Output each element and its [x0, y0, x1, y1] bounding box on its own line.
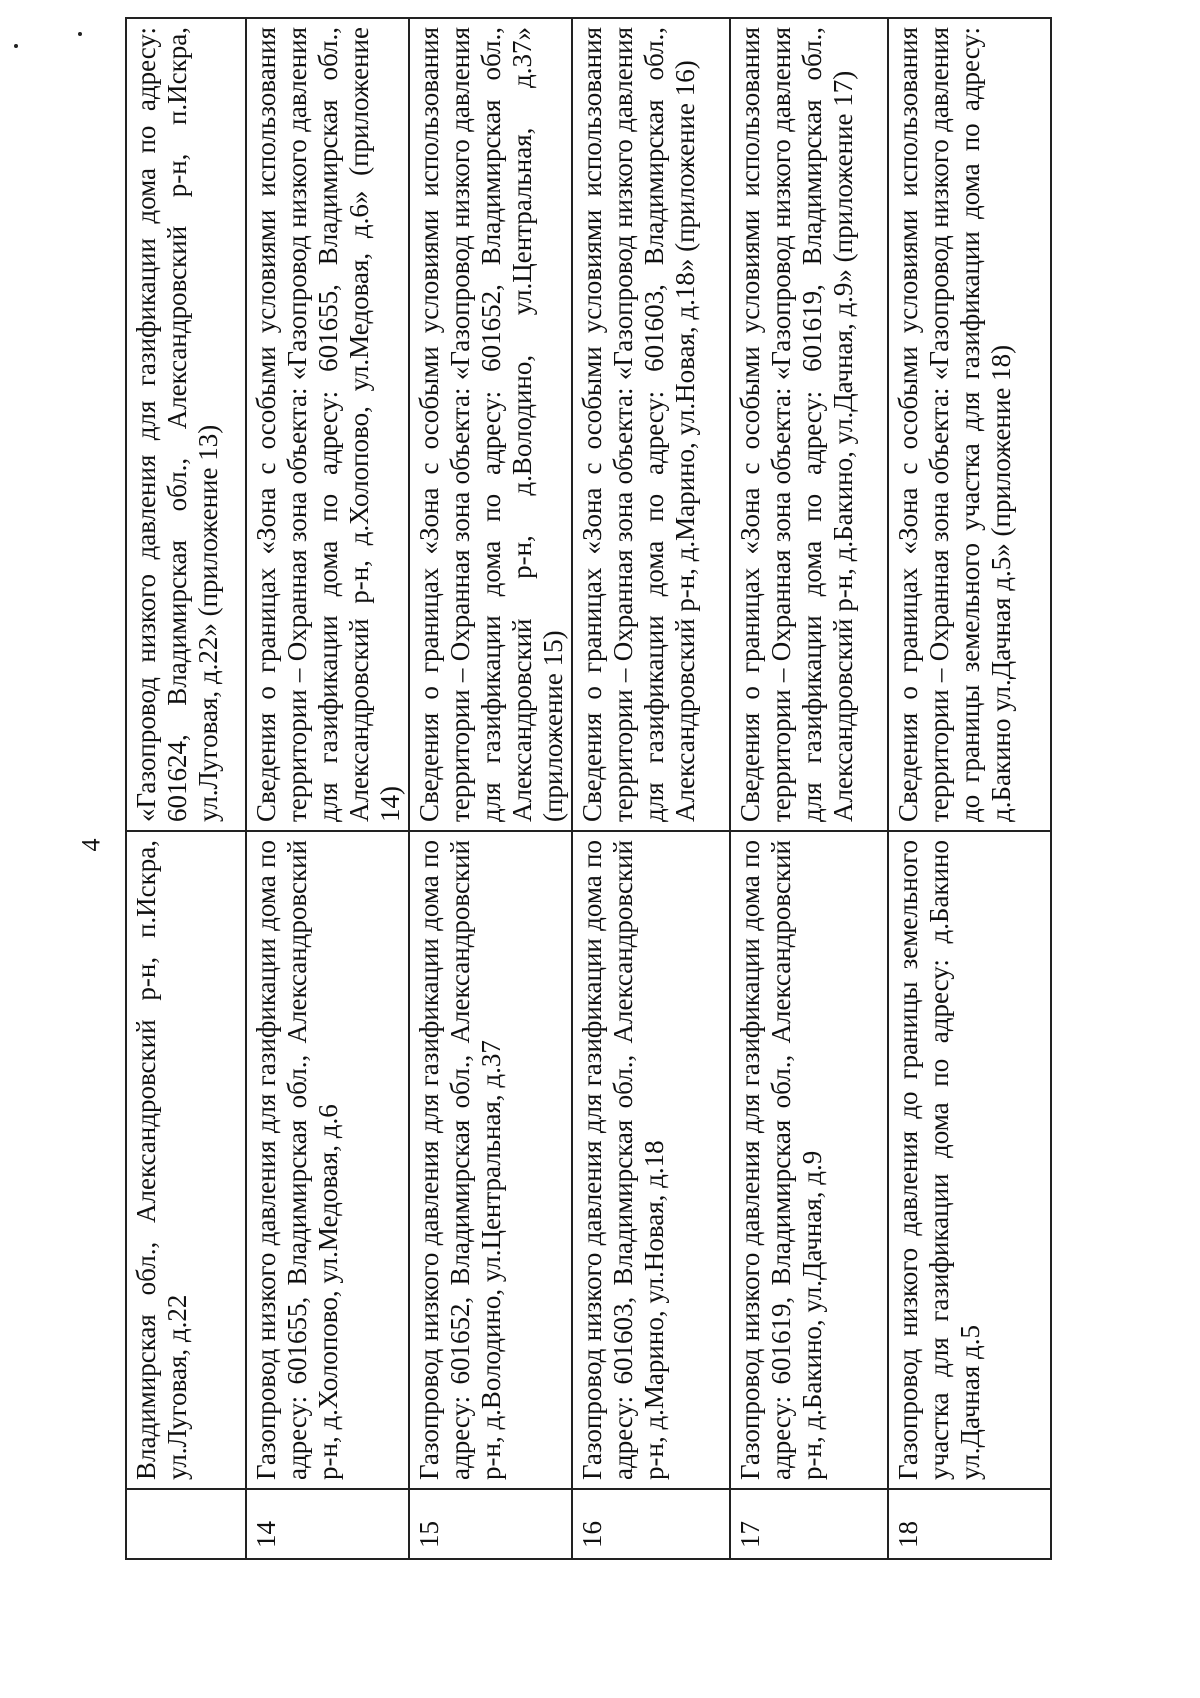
zones-table: [125, 17, 1052, 1560]
zone-info-cell: Сведения о границах «Зона с особыми условиями использования территории – Охранная зона объекта: «Газопровод низкого давления для газификации дома по адресу: 601655, Владимирская обл., Александровский р-н, д.Холопово, ул.Медовая, д.6» (приложение 14): [246, 18, 409, 831]
table-row: [126, 18, 246, 1559]
zone-info-cell: «Газопровод низкого давления для газификации дома по адресу: 601624, Владимирская обл., Александровский р-н, п.Искра, ул.Луговая, д.22» (приложение 13): [126, 18, 246, 831]
scan-speck: [78, 32, 82, 36]
table-row: [572, 18, 730, 1559]
row-number-cell: 14: [246, 1489, 409, 1559]
row-number-cell: 17: [730, 1489, 888, 1559]
table-row: [409, 18, 572, 1559]
object-description-cell: Газопровод низкого давления до границы земельного участка для газификации дома по адресу: д.Бакино ул.Дачная д.5: [888, 831, 1051, 1489]
zone-info-cell: Сведения о границах «Зона с особыми условиями использования территории – Охранная зона объекта: «Газопровод низкого давления для газификации дома по адресу: 601652, Владимирская обл., Александровский р-н, д.Володино, ул.Центральная, д.37» (приложение 15): [409, 18, 572, 831]
object-description-cell: Газопровод низкого давления для газификации дома по адресу: 601655, Владимирская обл., Александровский р-н, д.Холопово, ул.Медовая, д.6: [246, 831, 409, 1489]
object-description-cell: Газопровод низкого давления для газификации дома по адресу: 601652, Владимирская обл., Александровский р-н, д.Володино, ул.Центральная, д.37: [409, 831, 572, 1489]
object-description-cell: Газопровод низкого давления для газификации дома по адресу: 601619, Владимирская обл., Александровский р-н, д.Бакино, ул.Дачная, д.9: [730, 831, 888, 1489]
table-row: [730, 18, 888, 1559]
row-number-cell: 18: [888, 1489, 1051, 1559]
row-number-cell: [126, 1489, 246, 1559]
table-row: [246, 18, 409, 1559]
zone-info-cell: Сведения о границах «Зона с особыми условиями использования территории – Охранная зона объекта: «Газопровод низкого давления для газификации дома по адресу: 601603, Владимирская обл., Александровский р-н, д.Марино, ул.Новая, д.18» (приложение 16): [572, 18, 730, 831]
row-number-cell: 15: [409, 1489, 572, 1559]
rotated-table-container: [125, 27, 1040, 1560]
object-description-cell: Газопровод низкого давления для газификации дома по адресу: 601603, Владимирская обл., Александровский р-н, д.Марино, ул.Новая, д.18: [572, 831, 730, 1489]
zone-info-cell: Сведения о границах «Зона с особыми условиями использования территории – Охранная зона объекта: «Газопровод низкого давления до границы земельного участка для газификации дома по адресу: д.Бакино ул.Дачная д.5» (приложение 18): [888, 18, 1051, 831]
object-description-cell: Владимирская обл., Александровский р-н, п.Искра, ул.Луговая, д.22: [126, 831, 246, 1489]
page-number: 4: [76, 838, 106, 852]
table-row: [888, 18, 1051, 1559]
scan-speck: [14, 44, 18, 48]
zone-info-cell: Сведения о границах «Зона с особыми условиями использования территории – Охранная зона объекта: «Газопровод низкого давления для газификации дома по адресу: 601619, Владимирская обл., Александровский р-н, д.Бакино, ул.Дачная, д.9» (приложение 17): [730, 18, 888, 831]
row-number-cell: 16: [572, 1489, 730, 1559]
